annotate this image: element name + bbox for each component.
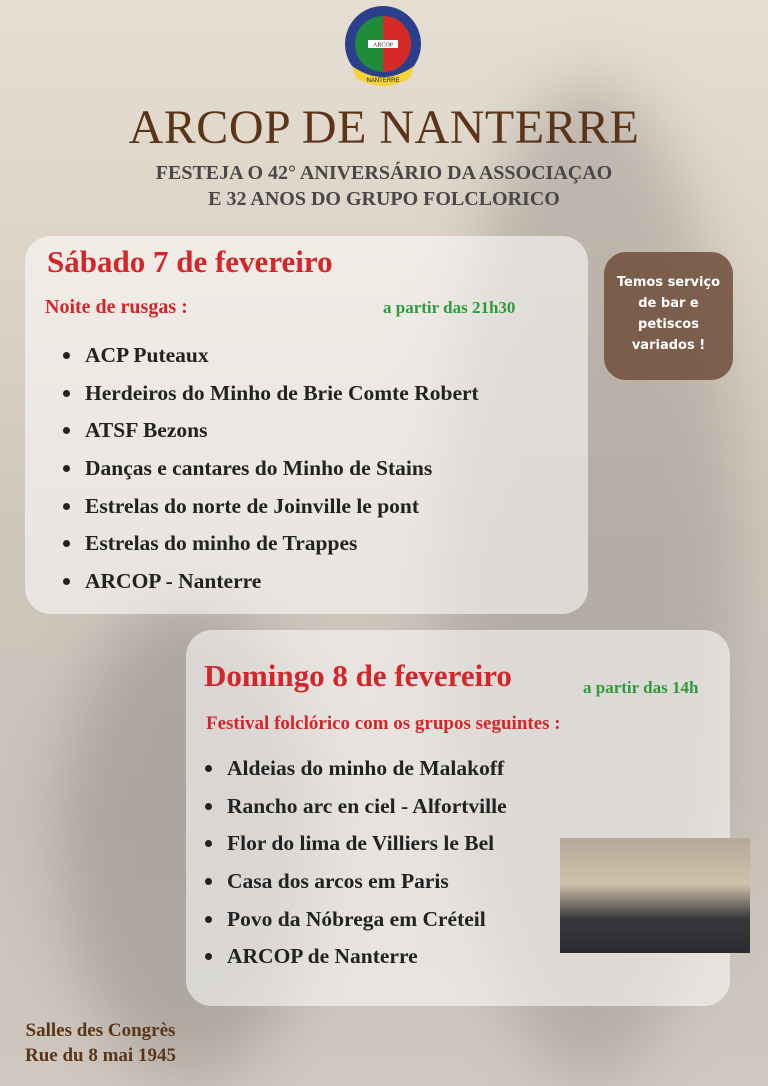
svg-text:ARCOP: ARCOP — [372, 42, 394, 49]
sunday-groups-list — [205, 750, 507, 976]
svg-text:NANTERRE: NANTERRE — [366, 78, 400, 84]
list-item: Rancho arc en ciel - Alfortville — [205, 788, 507, 826]
saturday-subheading: Noite de rusgas : — [45, 296, 188, 318]
bar-notice-line: Temos serviço — [616, 275, 721, 290]
list-item: Danças e cantares do Minho de Stains — [63, 450, 479, 488]
venue-address — [25, 1018, 176, 1068]
sunday-subheading: Festival folclórico com os grupos seguintes : — [206, 713, 561, 734]
saturday-time: a partir das 21h30 — [383, 298, 516, 317]
list-item: ACP Puteaux — [63, 337, 479, 375]
list-item: ATSF Bezons — [63, 412, 479, 450]
subtitle-line-1: FESTEJA O 42° ANIVERSÁRIO DA ASSOCIAÇAO — [155, 162, 613, 184]
list-item: Aldeias do minho de Malakoff — [205, 750, 507, 788]
list-item: Herdeiros do Minho de Brie Comte Robert — [63, 375, 479, 413]
list-item: Casa dos arcos em Paris — [205, 863, 507, 901]
event-title: ARCOP DE NANTERRE — [128, 101, 640, 154]
bar-notice-line: de bar e — [638, 296, 699, 311]
sunday-time: a partir das 14h — [583, 678, 699, 697]
list-item: Povo da Nóbrega em Créteil — [205, 900, 507, 938]
arcop-logo — [340, 4, 426, 90]
list-item: ARCOP - Nanterre — [63, 563, 479, 601]
bar-notice-line: variados ! — [631, 338, 706, 353]
saturday-groups-list — [63, 337, 479, 600]
sunday-heading: Domingo 8 de fevereiro — [204, 658, 512, 693]
subtitle-line-2: E 32 ANOS DO GRUPO FOLCLORICO — [208, 188, 560, 210]
list-item: Flor do lima de Villiers le Bel — [205, 825, 507, 863]
list-item: Estrelas do norte de Joinville le pont — [63, 487, 479, 525]
list-item: Estrelas do minho de Trappes — [63, 525, 479, 563]
venue-name: Salles des Congrès — [25, 1020, 176, 1041]
bar-service-notice — [604, 252, 733, 380]
list-item: ARCOP de Nanterre — [205, 938, 507, 976]
saturday-heading: Sábado 7 de fevereiro — [47, 244, 333, 279]
venue-street: Rue du 8 mai 1945 — [25, 1045, 176, 1066]
event-subtitle — [0, 160, 768, 212]
bar-notice-line: petiscos — [638, 317, 699, 332]
group-photo — [560, 838, 750, 953]
